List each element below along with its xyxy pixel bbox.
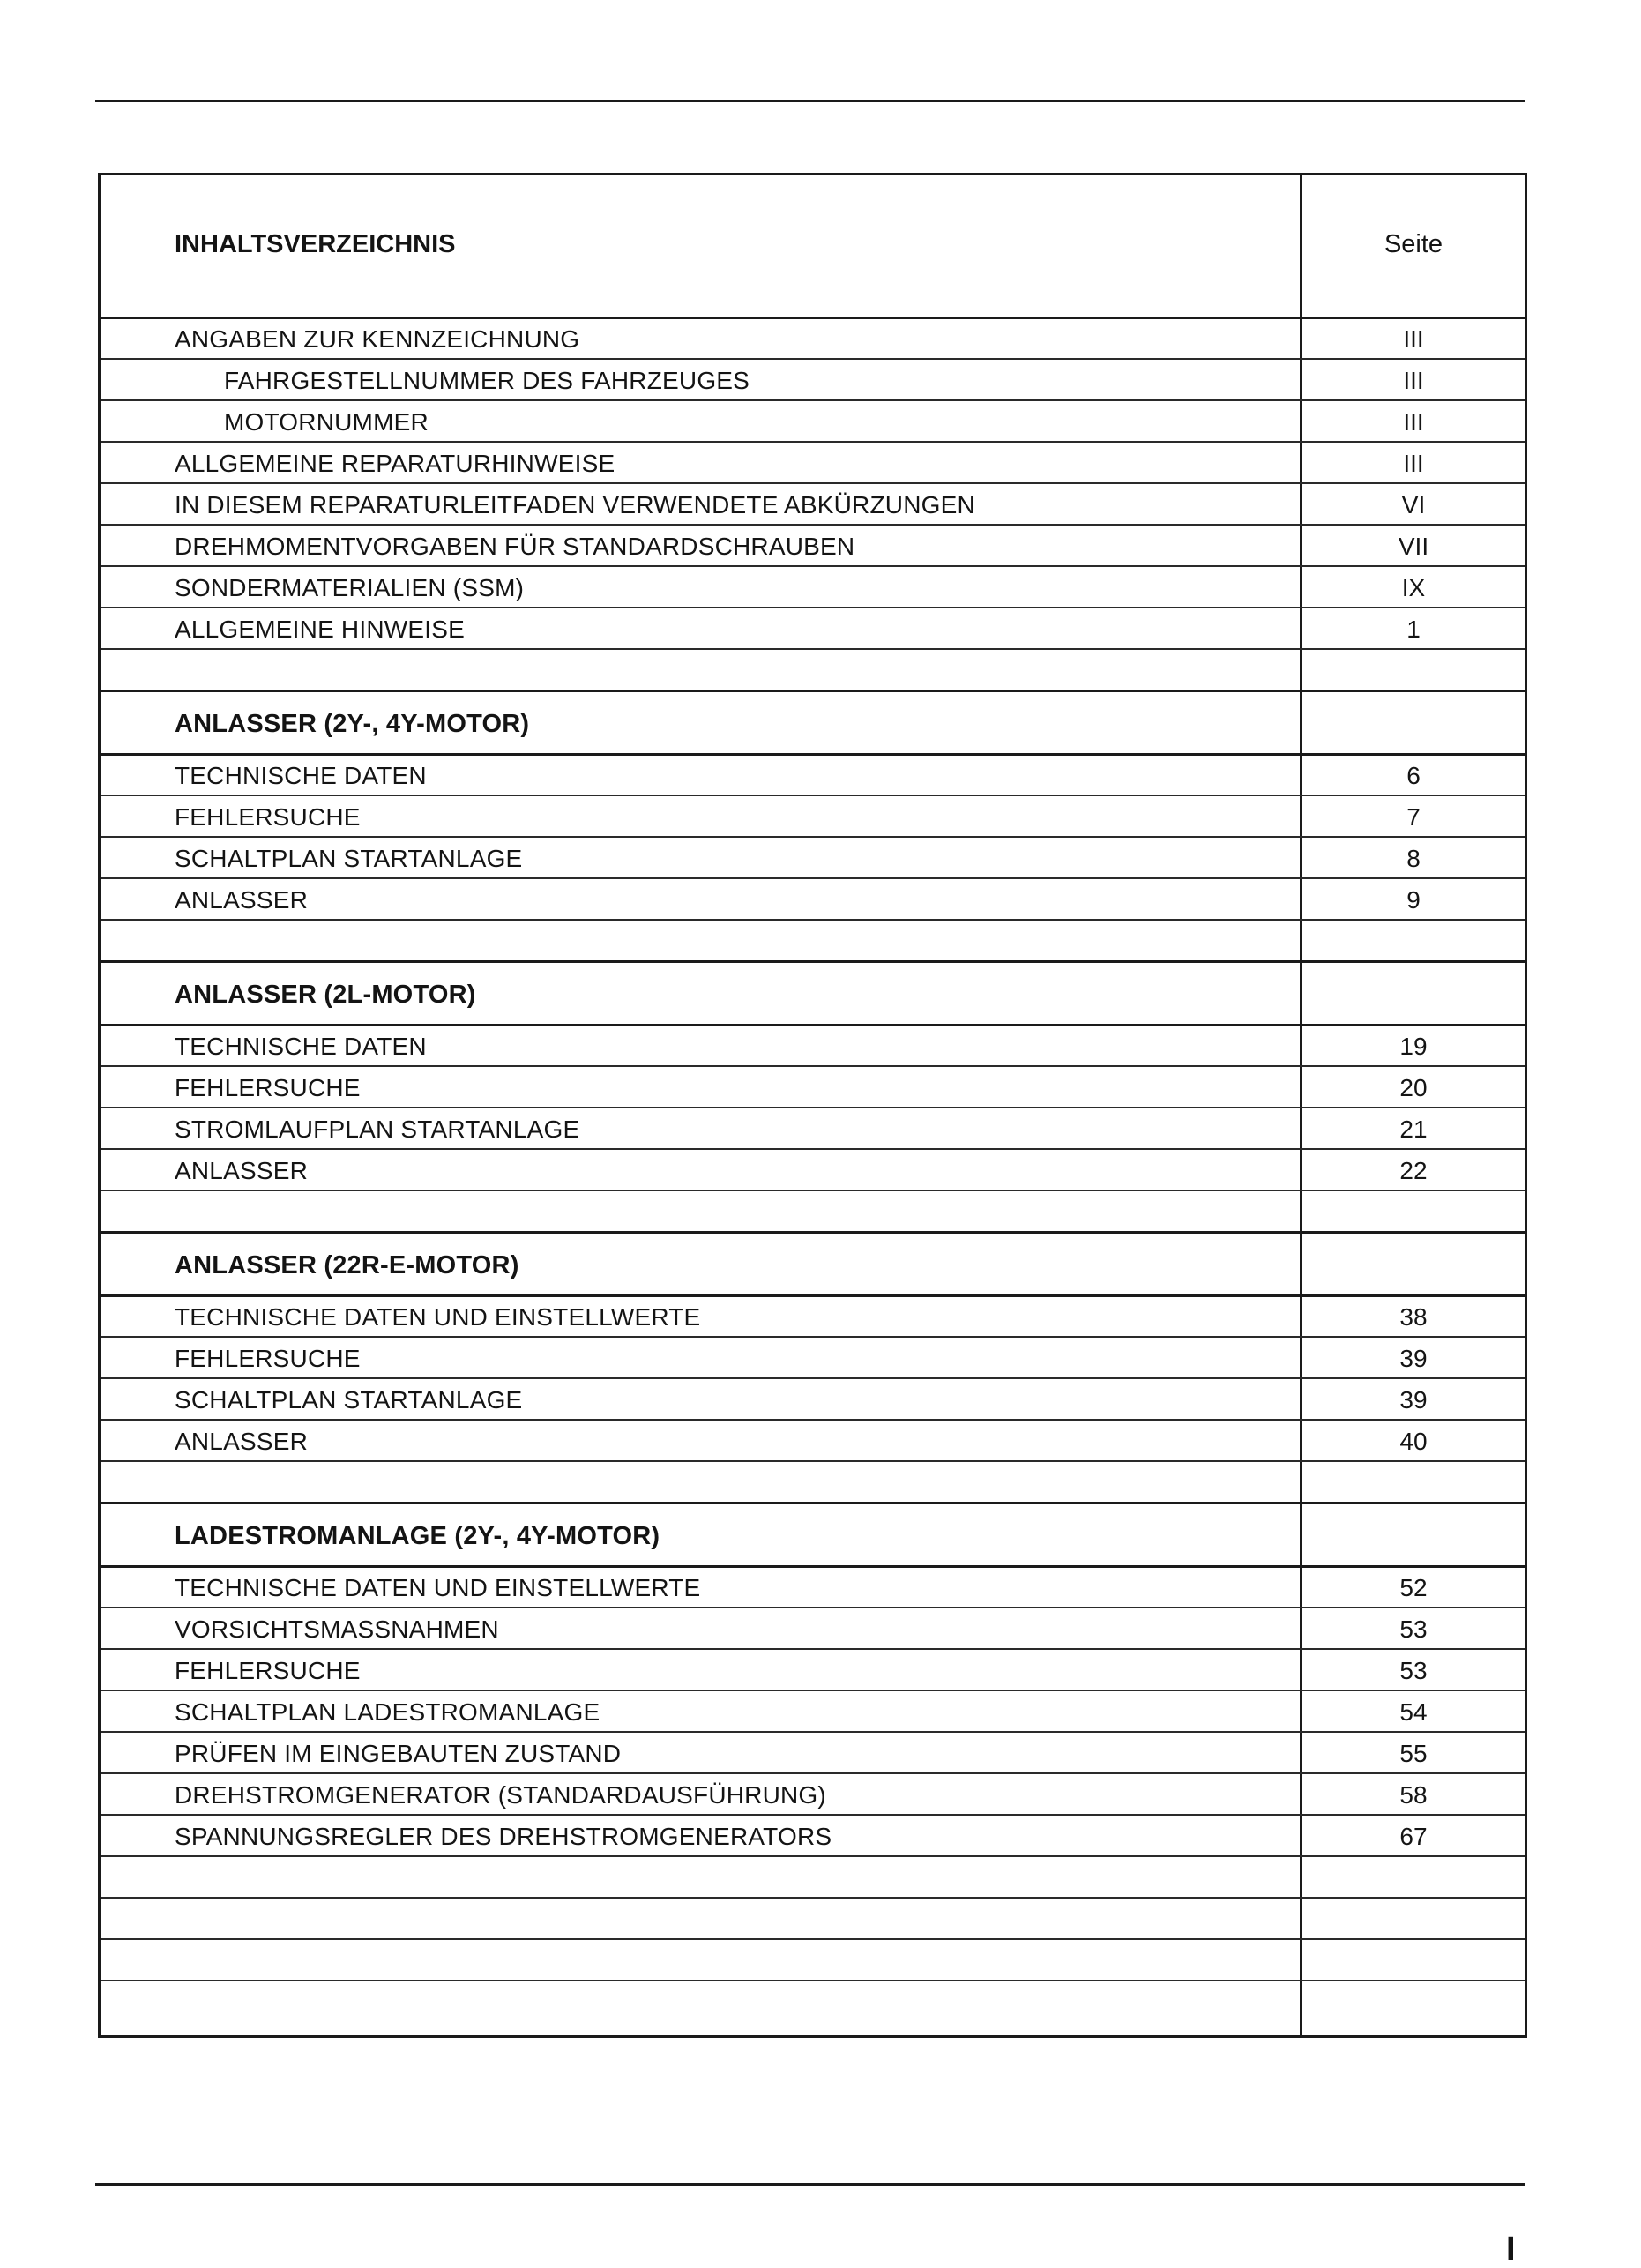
entry-title: FEHLERSUCHE (175, 803, 361, 831)
toc-spacer-row (101, 1460, 1525, 1504)
section-title: LADESTROMANLAGE (2Y-, 4Y-MOTOR) (175, 1522, 660, 1550)
toc-header-row (101, 175, 1525, 319)
entry-page: 55 (1399, 1740, 1428, 1767)
entry-page: 38 (1399, 1303, 1428, 1331)
entry-page: 54 (1399, 1698, 1428, 1726)
toc-heading: INHALTSVERZEICHNIS (175, 230, 456, 258)
toc-spacer-row (101, 648, 1525, 692)
toc-spacer-row (101, 1190, 1525, 1234)
toc-entry (101, 482, 1525, 526)
entry-title: DREHMOMENTVORGABEN FÜR STANDARDSCHRAUBEN (175, 533, 855, 560)
entry-title: FEHLERSUCHE (175, 1657, 361, 1684)
entry-title: ANLASSER (175, 1428, 308, 1455)
entry-title: ALLGEMEINE REPARATURHINWEISE (175, 450, 615, 477)
entry-title: PRÜFEN IM EINGEBAUTEN ZUSTAND (175, 1740, 622, 1767)
toc-entry (101, 1024, 1525, 1067)
toc-entry (101, 607, 1525, 650)
entry-title: ANLASSER (175, 886, 308, 914)
toc-entry (101, 1419, 1525, 1462)
entry-page: 6 (1406, 762, 1421, 789)
toc-table (98, 173, 1527, 2038)
entry-page: 19 (1399, 1033, 1428, 1060)
toc-entry (101, 358, 1525, 401)
entry-page: 9 (1406, 886, 1421, 914)
entry-title: FAHRGESTELLNUMMER DES FAHRZEUGES (224, 367, 750, 394)
section-title: ANLASSER (22R-E-MOTOR) (175, 1251, 519, 1279)
entry-page: III (1403, 450, 1424, 477)
entry-page: III (1403, 325, 1424, 353)
entry-title: TECHNISCHE DATEN UND EINSTELLWERTE (175, 1574, 701, 1601)
toc-entry (101, 1065, 1525, 1108)
entry-title: DREHSTROMGENERATOR (STANDARDAUSFÜHRUNG) (175, 1781, 826, 1809)
toc-entry (101, 441, 1525, 484)
bottom-rule (95, 2183, 1525, 2186)
toc-entry (101, 1336, 1525, 1379)
toc-entry (101, 399, 1525, 443)
toc-entry (101, 1148, 1525, 1191)
entry-page: 67 (1399, 1823, 1428, 1850)
entry-page: 7 (1406, 803, 1421, 831)
entry-title: SCHALTPLAN STARTANLAGE (175, 845, 523, 872)
toc-empty-row (101, 1938, 1525, 1981)
toc-entry (101, 565, 1525, 608)
entry-page: VII (1398, 533, 1429, 560)
toc-empty-row (101, 1897, 1525, 1940)
toc-entry (101, 1294, 1525, 1338)
toc-entry (101, 877, 1525, 921)
entry-title: FEHLERSUCHE (175, 1074, 361, 1101)
entry-title: ANLASSER (175, 1157, 308, 1184)
entry-title: SCHALTPLAN LADESTROMANLAGE (175, 1698, 600, 1726)
entry-title: STROMLAUFPLAN STARTANLAGE (175, 1115, 580, 1143)
entry-title: TECHNISCHE DATEN UND EINSTELLWERTE (175, 1303, 701, 1331)
section-title: ANLASSER (2L-MOTOR) (175, 981, 476, 1009)
section-header (101, 690, 1525, 756)
toc-entry (101, 795, 1525, 838)
toc-entry (101, 317, 1525, 360)
entry-title: TECHNISCHE DATEN (175, 1033, 427, 1060)
entry-page: 52 (1399, 1574, 1428, 1601)
entry-page: 20 (1399, 1074, 1428, 1101)
section-header (101, 960, 1525, 1026)
entry-page: III (1403, 408, 1424, 436)
toc-entry (101, 1377, 1525, 1421)
entry-title: SCHALTPLAN STARTANLAGE (175, 1386, 523, 1414)
entry-title: ANGABEN ZUR KENNZEICHNUNG (175, 325, 580, 353)
entry-page: 58 (1399, 1781, 1428, 1809)
top-rule (95, 100, 1525, 102)
toc-entry (101, 1107, 1525, 1150)
toc-entry (101, 1607, 1525, 1650)
entry-title: TECHNISCHE DATEN (175, 762, 427, 789)
entry-page: IX (1401, 574, 1426, 601)
section-title: ANLASSER (2Y-, 4Y-MOTOR) (175, 710, 530, 738)
entry-page: 39 (1399, 1345, 1428, 1372)
entry-page: 1 (1406, 615, 1421, 643)
section-header (101, 1231, 1525, 1297)
entry-title: IN DIESEM REPARATURLEITFADEN VERWENDETE ABKÜRZUNGEN (175, 491, 975, 519)
entry-title: VORSICHTSMASSNAHMEN (175, 1615, 499, 1643)
toc-entry (101, 1814, 1525, 1857)
entry-page: 40 (1399, 1428, 1428, 1455)
entry-title: SONDERMATERIALIEN (SSM) (175, 574, 525, 601)
toc-entry (101, 524, 1525, 567)
toc-entry (101, 836, 1525, 879)
toc-spacer-row (101, 919, 1525, 963)
toc-entry (101, 1690, 1525, 1733)
entry-title: FEHLERSUCHE (175, 1345, 361, 1372)
entry-title: ALLGEMEINE HINWEISE (175, 615, 465, 643)
entry-page: 53 (1399, 1615, 1428, 1643)
entry-page: 53 (1399, 1657, 1428, 1684)
entry-page: III (1403, 367, 1424, 394)
entry-title: SPANNUNGSREGLER DES DREHSTROMGENERATORS (175, 1823, 832, 1850)
page-column-label: Seite (1384, 230, 1443, 258)
entry-page: 39 (1399, 1386, 1428, 1414)
page-number: I (1506, 2231, 1516, 2268)
toc-entry (101, 1731, 1525, 1774)
section-header (101, 1502, 1525, 1568)
toc-empty-row (101, 1855, 1525, 1899)
entry-title: MOTORNUMMER (224, 408, 429, 436)
entry-page: 8 (1406, 845, 1421, 872)
toc-entry (101, 1772, 1525, 1816)
toc-entry (101, 1648, 1525, 1691)
entry-page: 21 (1399, 1115, 1428, 1143)
toc-entry (101, 1565, 1525, 1608)
entry-page: VI (1401, 491, 1426, 519)
toc-entry (101, 753, 1525, 796)
entry-page: 22 (1399, 1157, 1428, 1184)
